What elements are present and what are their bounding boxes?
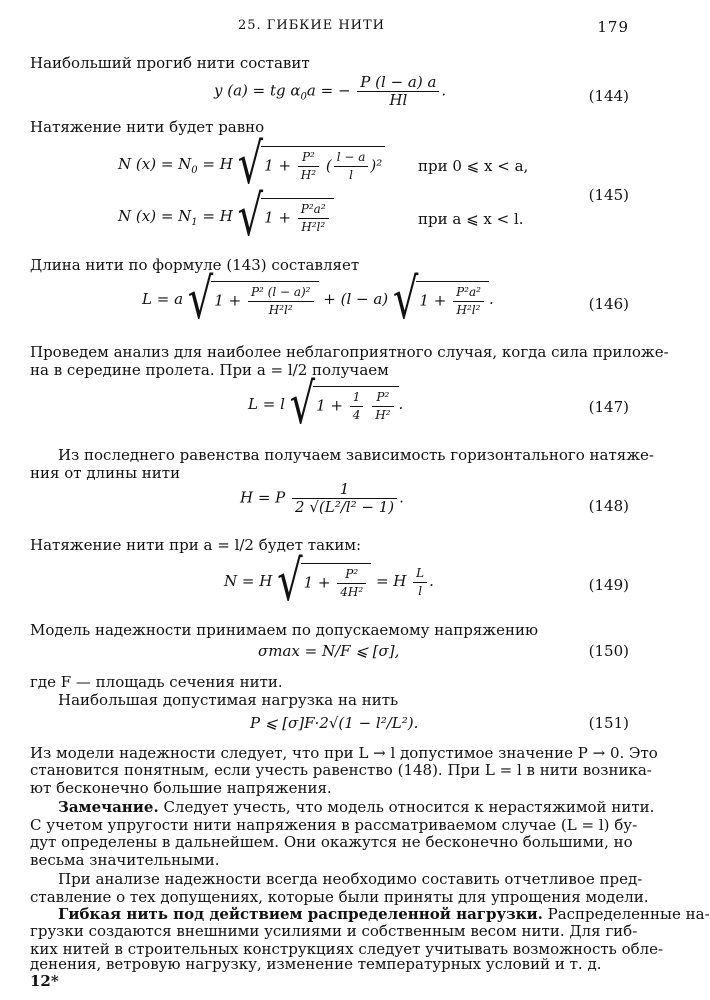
equation-number: (146) [588, 295, 629, 313]
equation-145b: N $(x) = N_1 = H$ √1 + $\frac{\text{P²a²}}{\text{H²l²}}$ [118, 198, 334, 236]
paragraph-line: Длина нити по формуле (143) составляет [30, 256, 360, 274]
paragraph-line: ния от длины нити [30, 464, 181, 482]
paragraph-line: Натяжение нити будет равно [30, 118, 265, 136]
paragraph-line: на в середине пролета. При a = l/2 получаем [30, 361, 389, 379]
paragraph-line: Гибкая нить под действием распределенной нагрузки. Распределенные на- [58, 905, 710, 923]
paragraph-line: С учетом упругости нити напряжения в рассматриваемом случае (L = l) бу- [30, 816, 638, 834]
equation-148: H = P $\frac{1}{\text{2 √(L²/l² − 1)}}$ . [240, 480, 404, 516]
equation-number: (148) [588, 497, 629, 515]
paragraph-line: ют бесконечно большие напряжения. [30, 779, 332, 797]
equation-number: (151) [588, 714, 629, 732]
condition-1: при 0 ⩽ x < a, [418, 157, 529, 175]
paragraph-line: ких нитей в строительных конструкциях следует учитывать возможность обле- [30, 940, 664, 958]
paragraph-line: ставление о тех допущениях, которые были приняты для упрощения модели. [30, 888, 649, 906]
equation-number: (150) [588, 642, 629, 660]
paragraph-line: При анализе надежности всегда необходимо составить отчетливое пред- [58, 870, 643, 888]
paragraph-line: Из последнего равенства получаем зависимость горизонтального натяже- [58, 446, 654, 464]
signature-mark: 12* [30, 972, 59, 990]
paragraph-line: Наибольшая допустимая нагрузка на нить [58, 691, 399, 709]
equation-145a: N $(x) = N_0 = H$ √1 + $\frac{\text{P²}}{\text{H²}}$ ( $\frac{l - a}{l}$ )² [118, 146, 385, 184]
paragraph-line: Модель надежности принимаем по допускаемому напряжению [30, 621, 539, 639]
paragraph-line: весьма значительными. [30, 851, 220, 869]
section-heading: Гибкая нить под действием распределенной нагрузки. [58, 905, 543, 923]
equation-146: L = a √1 + $\frac{\text{P² (l − a)²}}{\text{H²l²}}$ + (l − a) √1 + $\frac{\text{P²a²}}{\text{H²l²}}$ . [142, 267, 494, 333]
paragraph-line: Наибольший прогиб нити составит [30, 54, 310, 72]
paragraph-line: Замечание. Следует учесть, что модель относится к нерастяжимой нити. [58, 798, 655, 816]
paragraph-line: Из модели надежности следует, что при L → l допустимое значение P → 0. Это [30, 744, 658, 762]
page-number: 179 [597, 18, 629, 36]
paragraph-line: где F — площадь сечения нити. [30, 673, 283, 691]
paragraph-line: дут определены в дальнейшем. Они окажутся не бесконечно большими, но [30, 833, 633, 851]
equation-150: σmax = N/F ⩽ [σ], [258, 642, 400, 660]
equation-149: N = H √1 + $\frac{\text{P²}}{\text{4H²}}$ = H $\frac{L}{l}$ . [224, 549, 434, 615]
paragraph-line: Проведем анализ для наиболее неблагоприятного случая, когда сила приложе- [30, 343, 669, 361]
section-title: 25. ГИБКИЕ НИТИ [238, 18, 386, 33]
equation-151: P ⩽ [σ]F·2√(1 − l²/L²). [250, 714, 419, 732]
equation-number: (144) [588, 87, 629, 105]
remark-label: Замечание. [58, 798, 159, 816]
paragraph-line: Натяжение нити при a = l/2 будет таким: [30, 536, 362, 554]
paragraph-line: грузки создаются внешними усилиями и собственным весом нити. Для гиб- [30, 922, 638, 940]
equation-number: (147) [588, 398, 629, 416]
paragraph-line: денения, ветровую нагрузку, изменение температурных условий и т. д. [30, 955, 602, 973]
equation-number: (149) [588, 576, 629, 594]
equation-144: y (a) = tg $\alpha_0a$ = − $\frac{P (l - a) a}{Hl}$ . [214, 73, 447, 109]
equation-147: L = l √1 + $\frac{1}{4}$ $\frac{\text{P²}}{\text{H²}}$ . [248, 372, 404, 438]
condition-2: при a ⩽ x < l. [418, 210, 524, 228]
paragraph-line: становится понятным, если учесть равенство (148). При L = l в нити возника- [30, 761, 652, 779]
equation-number: (145) [588, 186, 629, 204]
